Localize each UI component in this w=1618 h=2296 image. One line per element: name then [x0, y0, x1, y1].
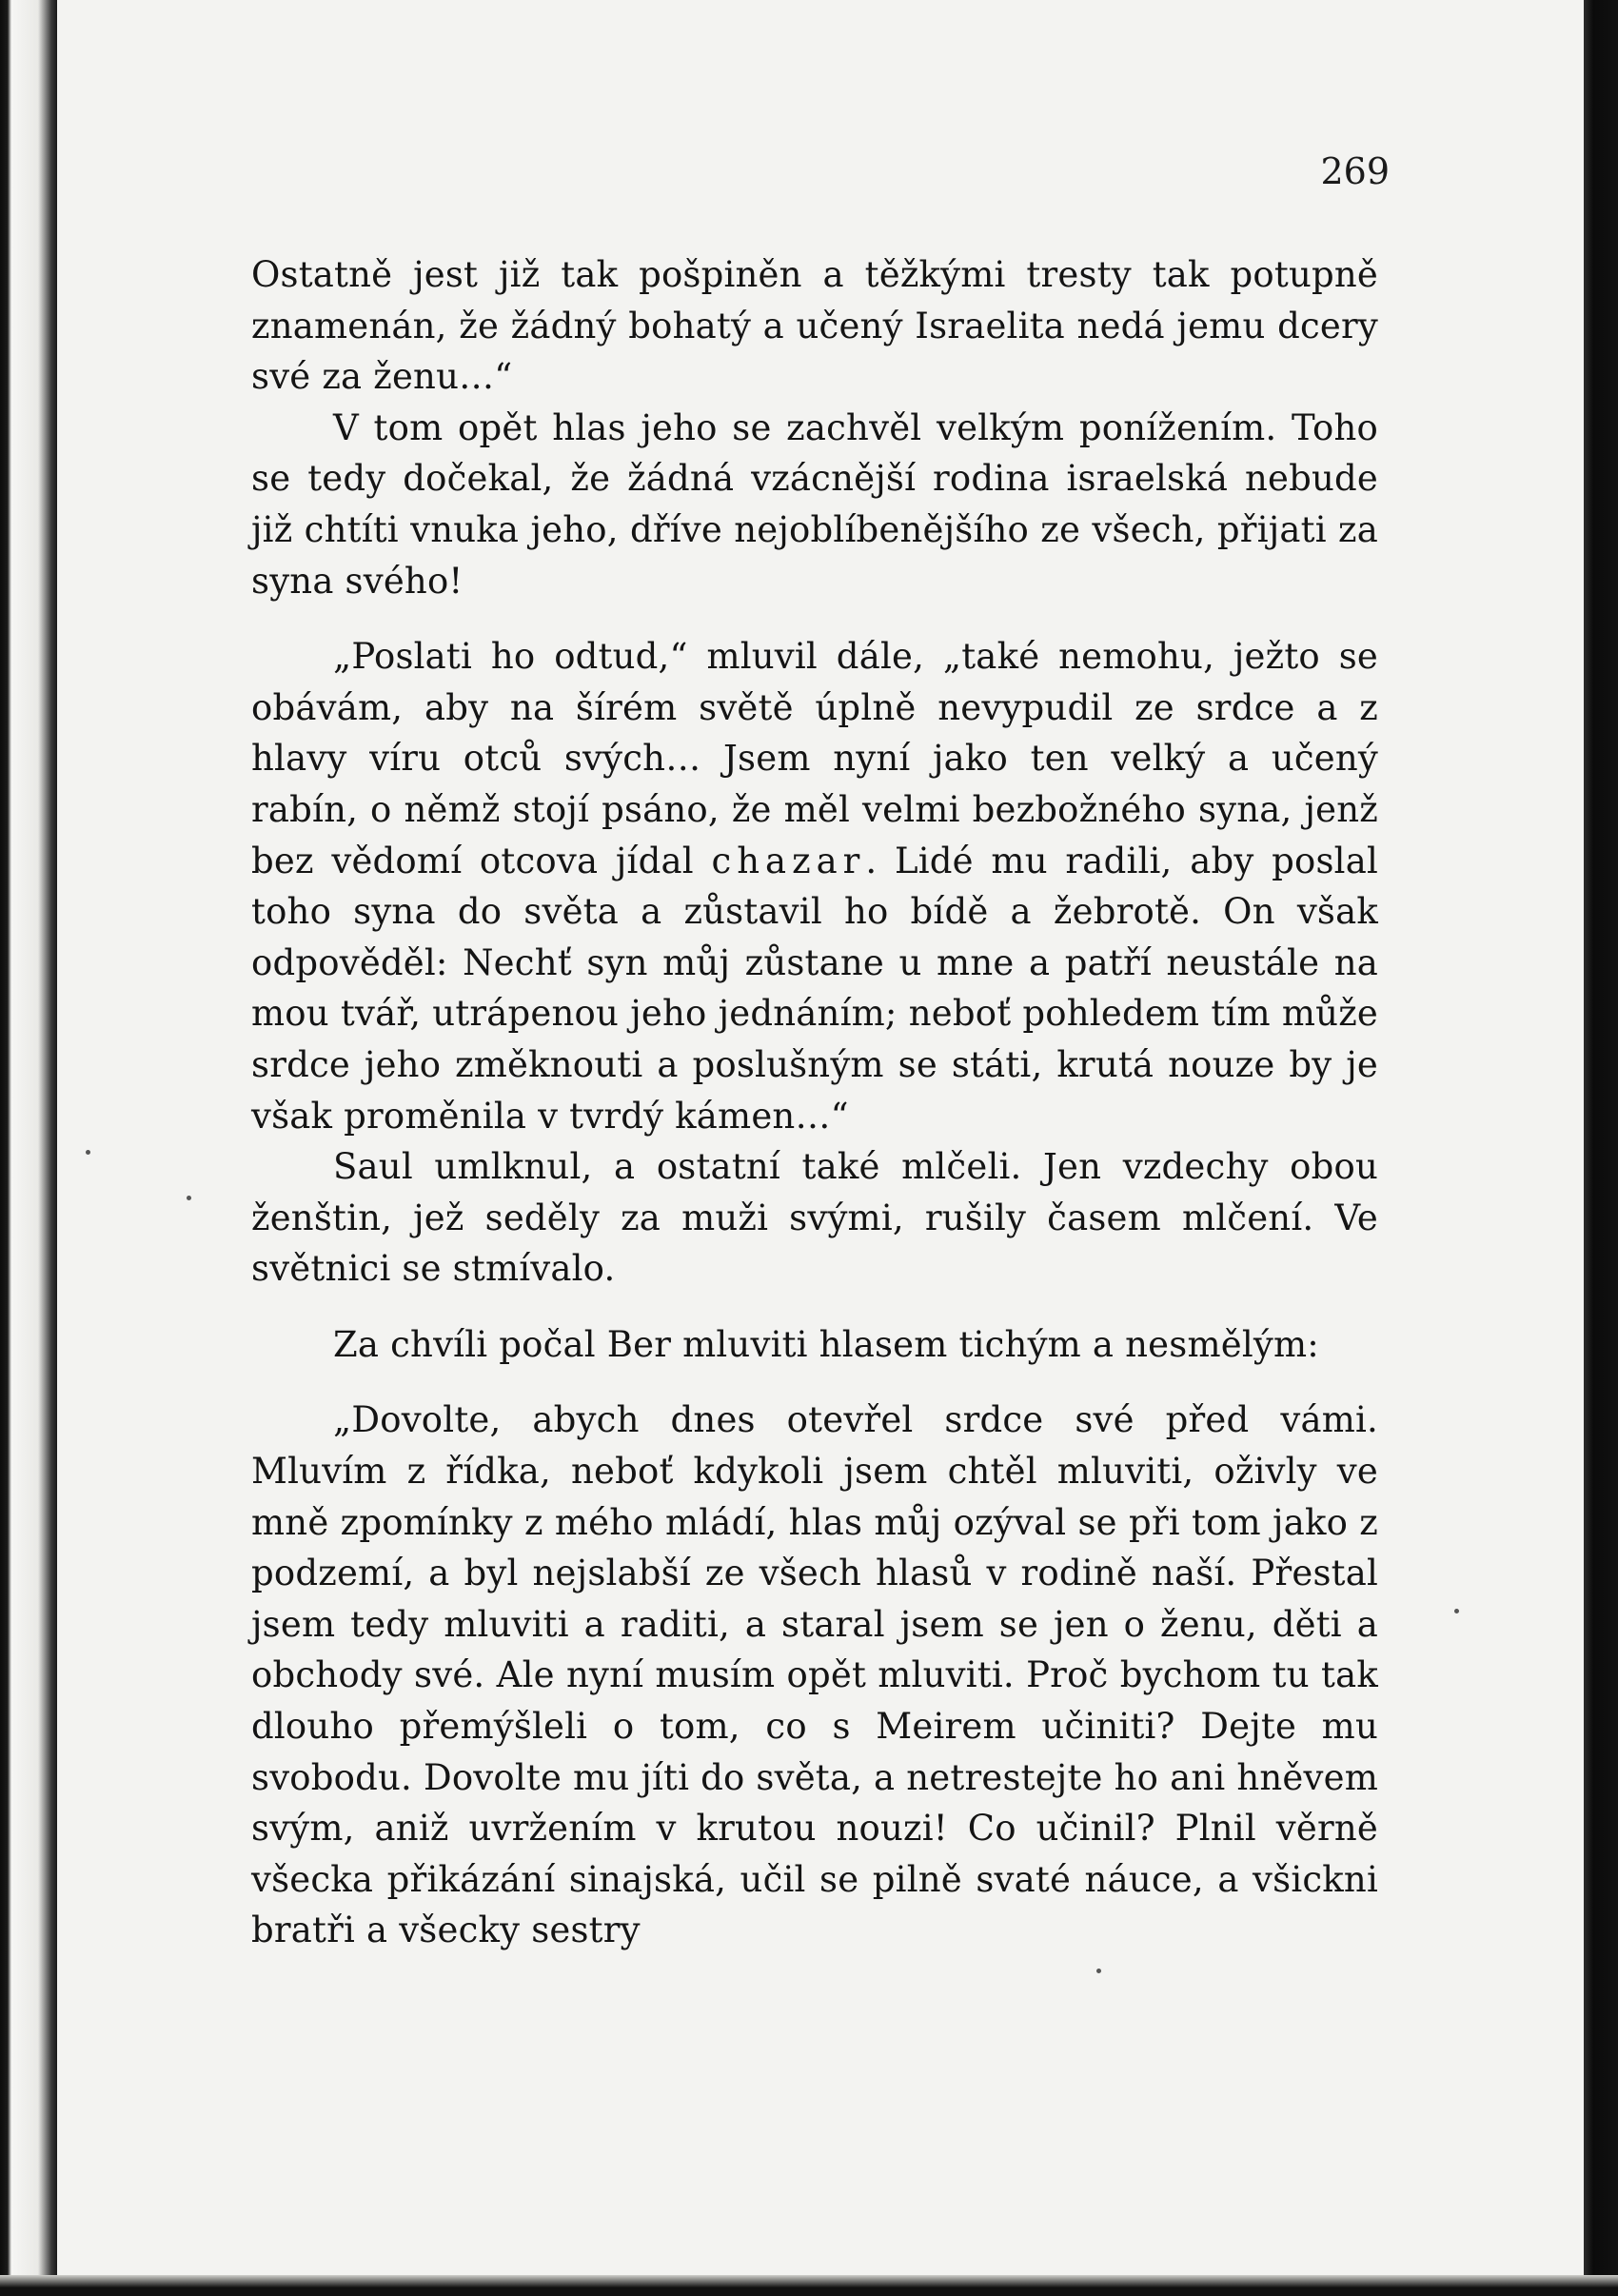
- paragraph: „Dovolte, abych dnes otevřel srdce své před vámi. Mluvím z řídka, neboť kdykoli jsem chtěl mluviti, oživly ve mně zpomínky z mého mládí, hlas můj ozýval se při tom jako z podzemí, a byl nejslabší ze všech hlasů v rodině naší. Přestal jsem tedy mluviti a raditi, a staral jsem se jen o ženu, děti a obchody své. Ale nyní musím opět mluviti. Proč bychom tu tak dlouho přemýšleli o tom, co s Meirem učiniti? Dejte mu svobodu. Dovolte mu jíti do světa, a netrestejte ho ani hněvem svým, aniž uvržením v krutou nouzi! Co učinil? Plnil věrně všecka přikázání sinajská, učil se pilně svaté náuce, a všickni bratři a všecky sestry: [251, 1399, 1378, 1951]
- scan-speck: [1454, 1609, 1459, 1613]
- paragraph: Saul umlknul, a ostatní také mlčeli. Jen vzdechy obou ženštin, jež seděly za muži svými, rušily časem mlčení. Ve světnici se stmívalo.: [251, 1146, 1378, 1290]
- paragraph: Ostatně jest již tak pošpiněn a těžkými tresty tak potupně znamenán, že žádný bohatý a učený Israelita nedá jemu dcery své za ženu…“: [251, 254, 1378, 398]
- paragraph-text: . Lidé mu radili, aby poslal toho syna do světa a zůstavil ho bídě a žebrotě. On však odpověděl: Nechť syn můj zůstane u mne a patří neustále na mou tvář, utrápenou jeho jednáním; neboť pohledem tím může srdce jeho změknouti a poslušným se státi, krutá nouze by je však proměnila v tvrdý kámen…“: [251, 840, 1378, 1137]
- page-left-edge: [0, 0, 57, 2296]
- scan-speck: [1096, 1969, 1101, 1973]
- scan-speck: [86, 1150, 90, 1155]
- emphasized-word: chazar: [711, 840, 866, 881]
- page-right-edge: [1584, 0, 1618, 2296]
- scan-speck: [187, 1196, 191, 1200]
- paragraph: V tom opět hlas jeho se zachvěl velkým ponížením. Toho se tedy dočekal, že žádná vzácnější rodina israelská nebude již chtíti vnuka jeho, dříve nejoblíbenějšího ze všech, přijati za syna svého!: [251, 406, 1378, 602]
- page-number: 269: [1320, 150, 1390, 192]
- paragraph: [251, 631, 1378, 1141]
- paragraph-text: „Poslati ho odtud,“ mluvil dále, „také nemohu, ježto se obávám, aby na šírém světě úplně nevypudil ze srdce a z hlavy víru otců svých… Jsem nyní jako ten velký a učený rabín, o němž stojí psáno, že měl velmi bezbožného syna, jenž bez vědomí otcova jídal: [251, 636, 1378, 881]
- paragraph: Za chvíli počal Ber mluviti hlasem tichým a nesmělým:: [333, 1323, 1319, 1365]
- page-bottom-edge: [0, 2275, 1618, 2296]
- body-text: [251, 249, 1378, 1956]
